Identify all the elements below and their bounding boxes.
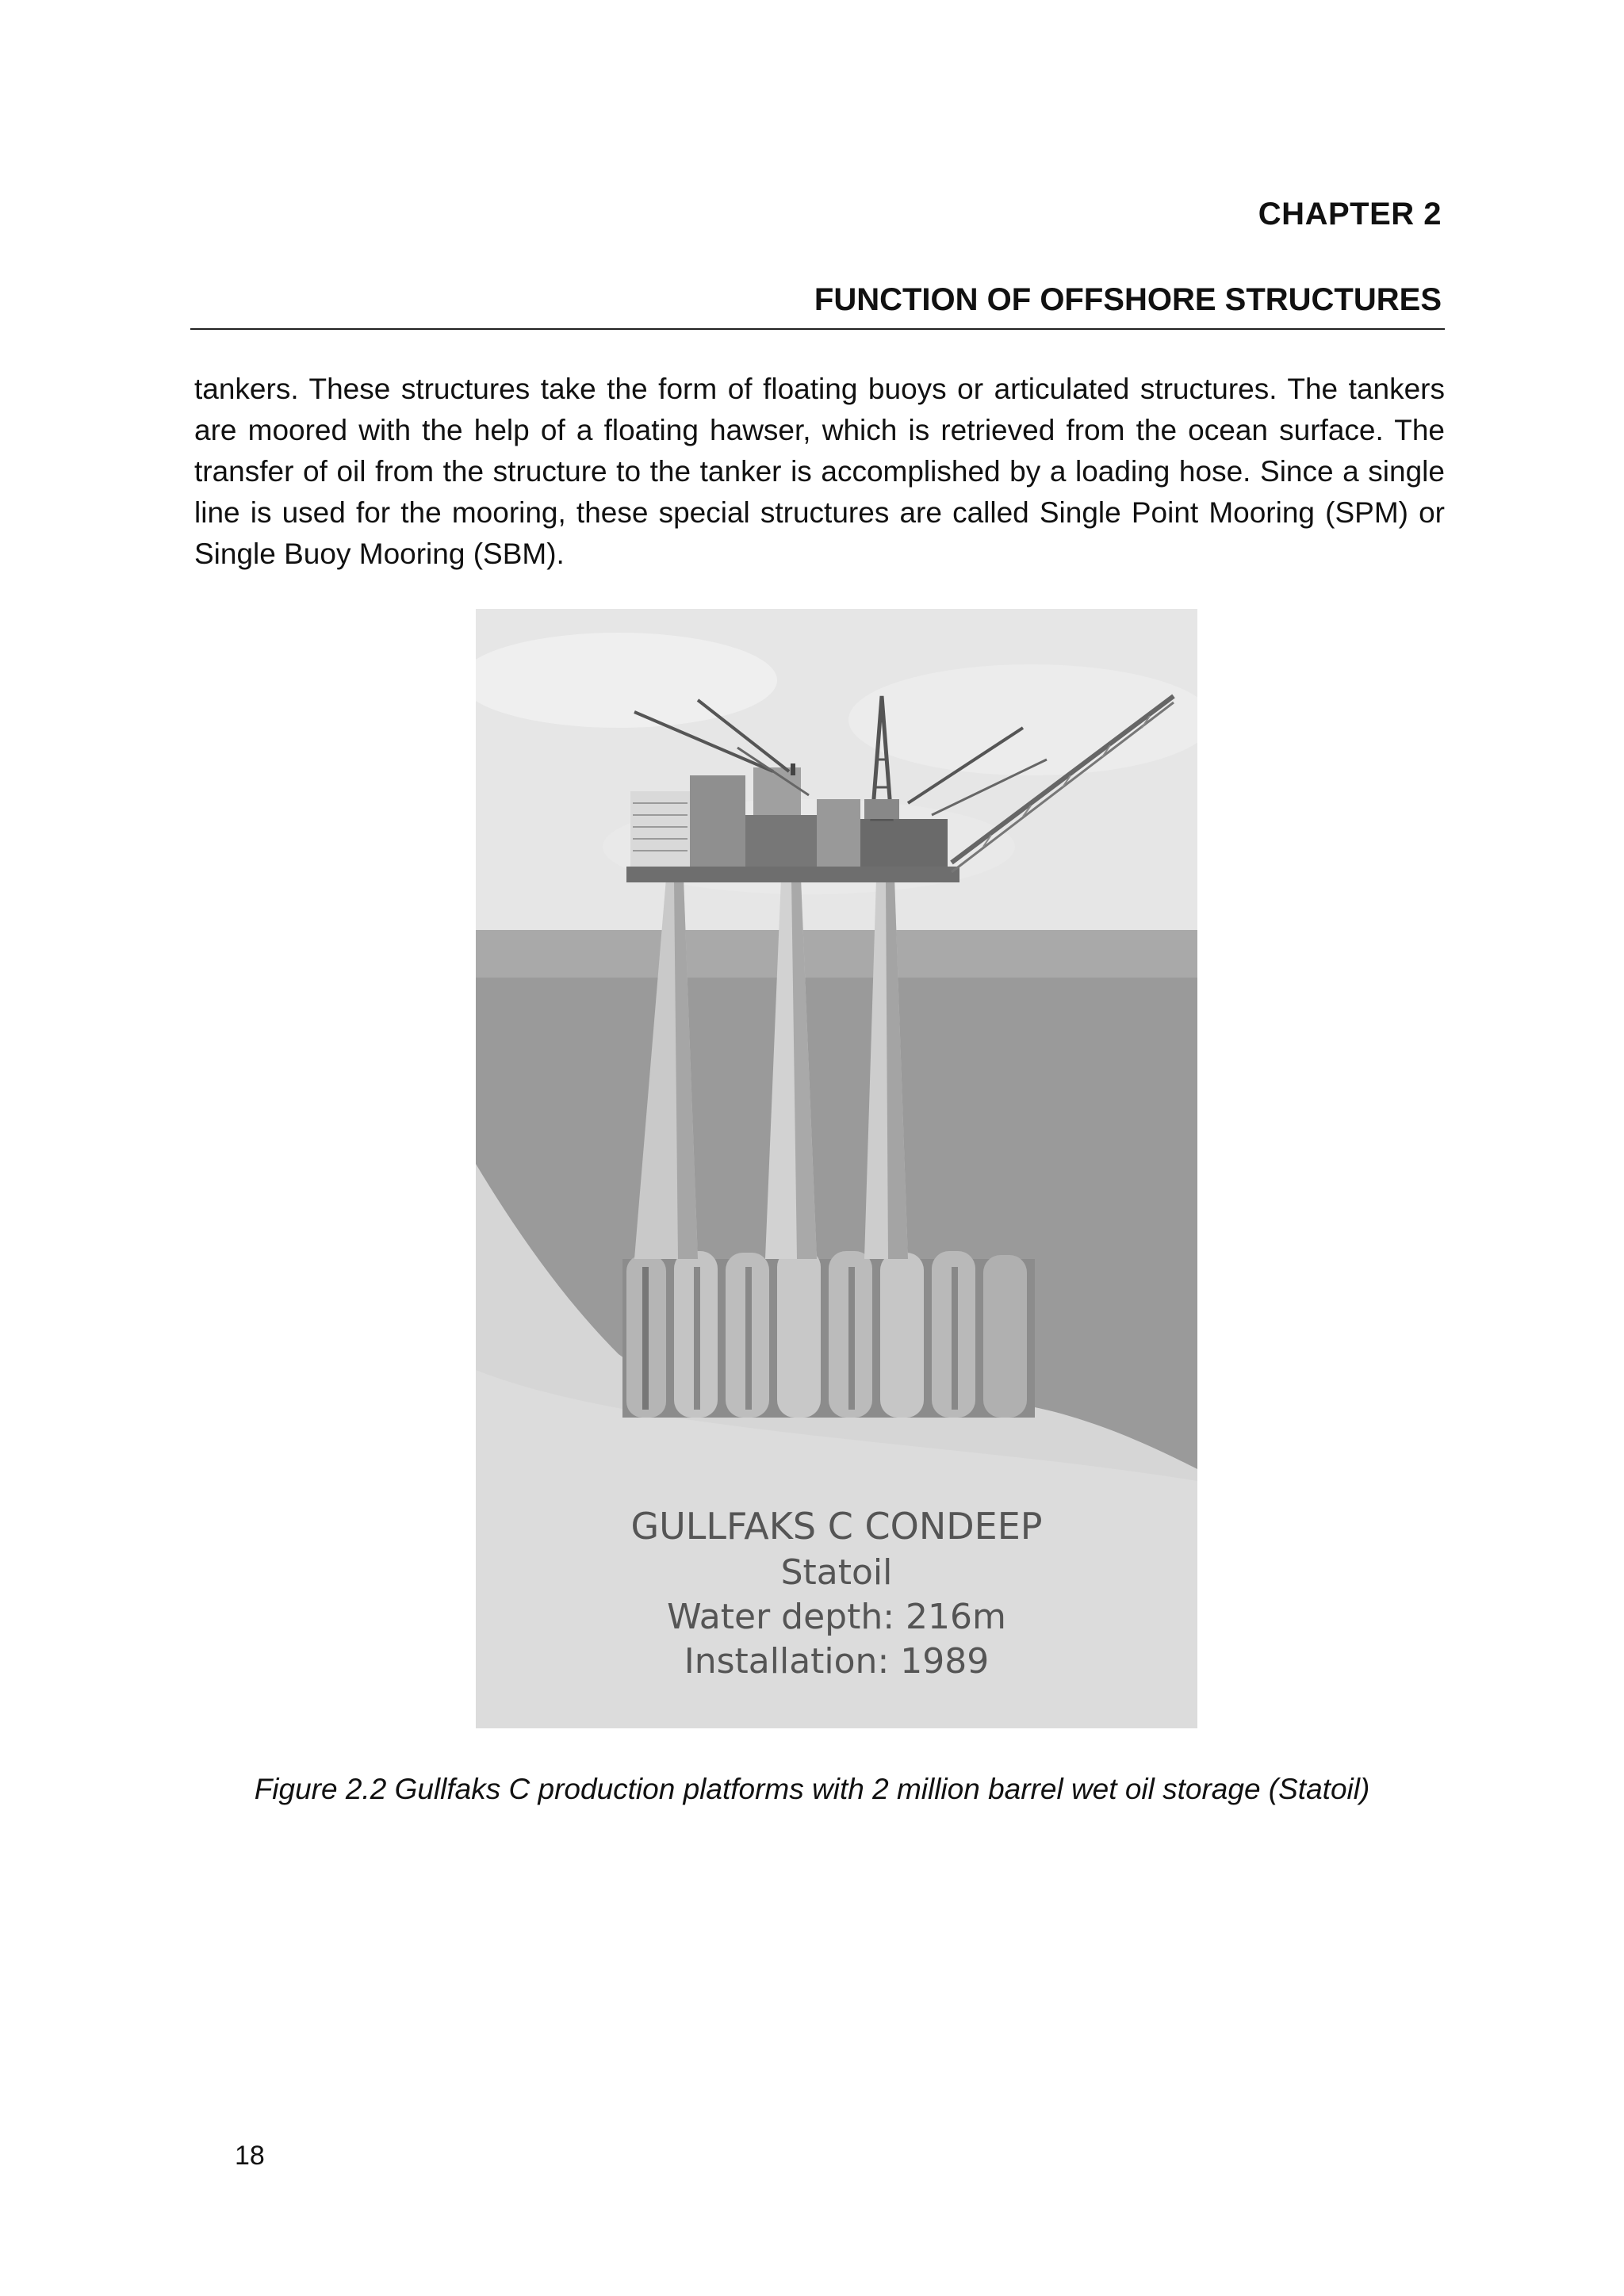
chapter-label: CHAPTER 2	[1258, 197, 1442, 232]
chapter-title: FUNCTION OF OFFSHORE STRUCTURES	[814, 282, 1442, 317]
figure-image	[476, 609, 1197, 1728]
storage-cells	[622, 1249, 1035, 1418]
header-divider	[190, 328, 1445, 330]
figure-caption: Figure 2.2 Gullfaks C production platforms with 2 million barrel wet oil storage (Statoil)	[254, 1773, 1370, 1805]
body-paragraph: tankers. These structures take the form of floating buoys or articulated structures. The tankers are moored with the help of a floating hawser, which is retrieved from the ocean surface. The transfer of oil from the structure to the tanker is accomplished by a loading hose. Since a single line is used for the mooring, these special structures are called Single Point Mooring (SPM) or Single Buoy Mooring (SBM).	[194, 373, 1445, 570]
figure-image-label-installation: Installation: 1989	[684, 1641, 990, 1682]
figure-image-label-operator: Statoil	[780, 1552, 893, 1593]
figure-image-label-depth: Water depth: 216m	[667, 1597, 1006, 1637]
page-number: 18	[235, 2141, 265, 2171]
figure-image-label-title: GULLFAKS C CONDEEP	[630, 1505, 1043, 1548]
